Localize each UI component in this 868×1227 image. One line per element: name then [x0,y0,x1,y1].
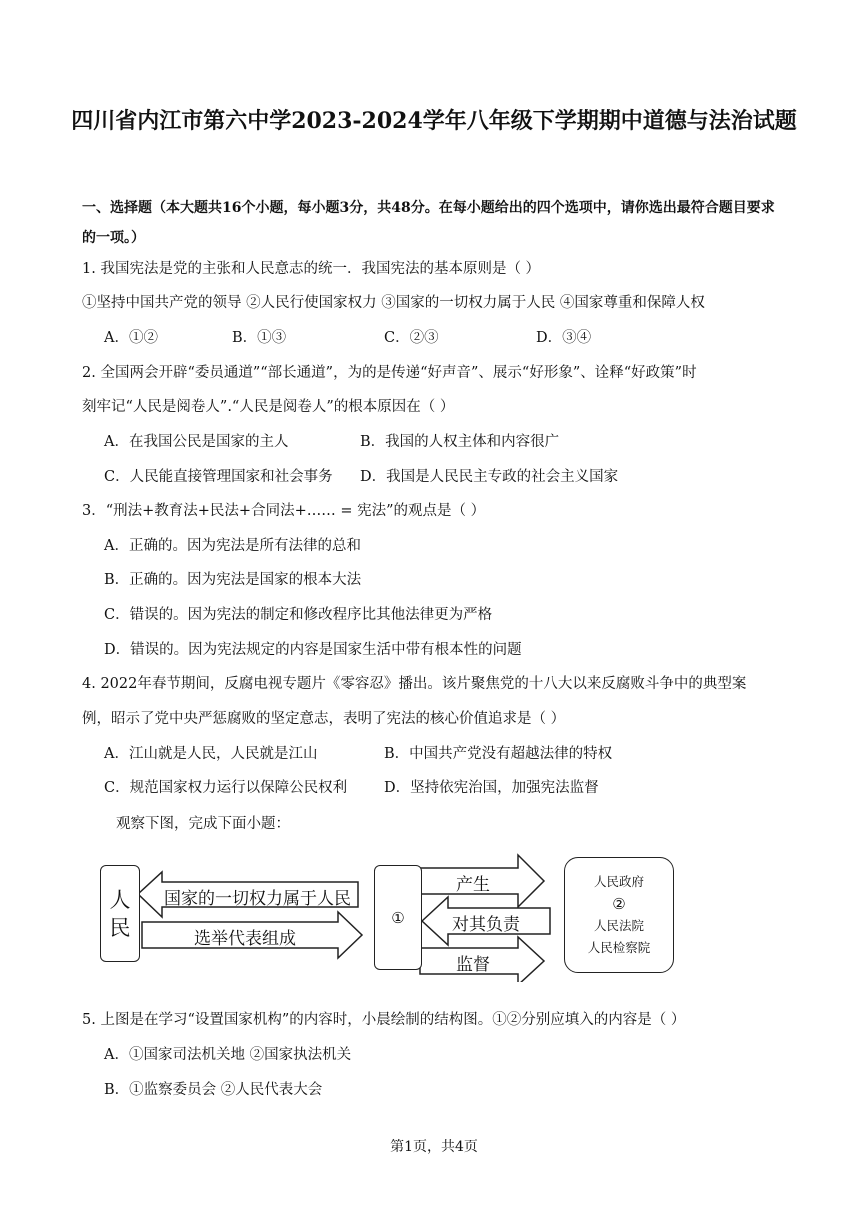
question-1-stem: 1. 我国宪法是党的主张和人民意志的统一．我国宪法的基本原则是（ ） [82,261,541,277]
organ-government: 人民政府 [593,874,644,889]
question-5-option-a: A．①国家司法机关地 ②国家执法机关 [104,1047,352,1063]
question-2-option-b: B．我国的人权主体和内容很广 [360,434,560,450]
question-2-option-a: A．在我国公民是国家的主人 [104,434,289,450]
question-4-stem-line1: 4. 2022年春节期间，反腐电视专题片《零容忍》播出。该片聚焦党的十八大以来反腐败斗争中的典型案 [82,676,747,692]
organ-procuratorate: 人民检察院 [587,940,651,955]
question-1-option-d: D．③④ [536,330,592,346]
organ-court: 人民法院 [593,918,644,933]
question-2-stem-line1: 2. 全国两会开辟“委员通道”“部长通道”，为的是传递“好声音”、展示“好形象”、诠释“好政策”时 [82,365,697,381]
question-3-option-d: D．错误的。因为宪法规定的内容是国家生活中带有根本性的问题 [104,642,522,658]
question-1-items: ①坚持中国共产党的领导 ②人民行使国家权力 ③国家的一切权力属于人民 ④国家尊重和保障人权 [82,295,705,311]
section-heading: 一、选择题（本大题共16个小题，每小题3分，共48分。在每小题给出的四个选项中，请你选出最符合题目要求的一项。） [82,200,775,246]
question-3-option-c: C．错误的。因为宪法的制定和修改程序比其他法律更为严格 [104,607,493,623]
page-footer: 第1页，共4页 [390,1139,478,1155]
organ-blank-2: ② [612,895,626,913]
state-structure-diagram [98,852,678,982]
arrow-supervise-label: 监督 [456,955,490,975]
question-2-option-d: D．我国是人民民主专政的社会主义国家 [360,469,619,485]
question-2-option-c: C．人民能直接管理国家和社会事务 [104,469,333,485]
blank-1-label: ① [391,908,405,927]
page-title: 四川省内江市第六中学2023-2024学年八年级下学期期中道德与法治试题 [71,108,797,134]
question-5-option-b: B．①监察委员会 ②人民代表大会 [104,1082,323,1098]
question-4-option-a: A．江山就是人民，人民就是江山 [104,746,318,762]
question-2-stem-line2: 刻牢记“人民是阅卷人”.“人民是阅卷人”的根本原因在（ ） [82,399,455,415]
question-3-option-b: B．正确的。因为宪法是国家的根本大法 [104,572,362,588]
state-organs-box [564,857,674,973]
question-3-option-a: A．正确的。因为宪法是所有法律的总和 [104,538,361,554]
arrow-power-label: 国家的一切权力属于人民 [164,889,351,909]
question-5-stem: 5. 上图是在学习“设置国家机构”的内容时，小晨绘制的结构图。①②分别应填入的内容是（ ） [82,1012,686,1028]
question-1-option-c: C．②③ [384,330,439,346]
blank-1-box [374,865,422,970]
question-3-stem: 3．“刑法+教育法+民法+合同法+…… = 宪法”的观点是（ ） [82,503,486,519]
question-1-option-b: B．①③ [232,330,287,346]
question-1-option-a: A．①② [104,330,158,346]
question-4-option-b: B．中国共产党没有超越法律的特权 [384,746,613,762]
people-char-2: 民 [109,915,131,940]
people-char-1: 人 [109,887,131,912]
question-4-stem-line2: 例，昭示了党中央严惩腐败的坚定意志，表明了宪法的核心价值追求是（ ） [82,711,566,727]
arrow-produce-label: 产生 [456,875,490,895]
arrow-elect-label: 选举代表组成 [194,929,296,949]
people-box [100,865,140,962]
arrow-responsible-label: 对其负责 [452,915,520,935]
question-4-option-c: C．规范国家权力运行以保障公民权利 [104,780,348,796]
question-4-option-d: D．坚持依宪治国，加强宪法监督 [384,780,599,796]
observe-instruction: 观察下图，完成下面小题： [116,816,290,832]
